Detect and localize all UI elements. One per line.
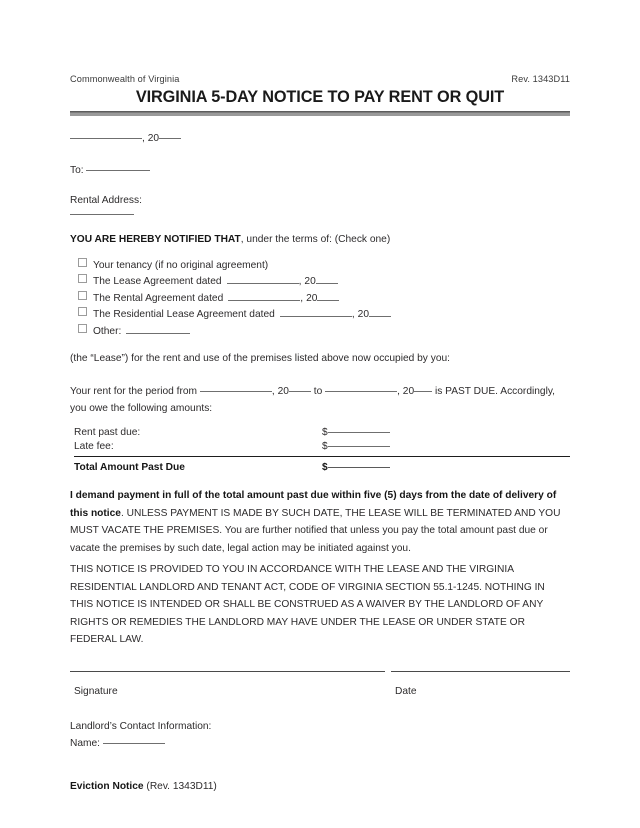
signature-label: Signature — [74, 686, 118, 697]
checkbox-label: The Residential Lease Agreement dated — [93, 309, 275, 321]
footer-title: Eviction Notice — [70, 781, 144, 792]
checkbox-row[interactable] — [78, 307, 570, 323]
checkbox-date-blank[interactable] — [227, 283, 299, 284]
title-divider — [70, 111, 570, 116]
recipient-line — [70, 162, 150, 179]
rental-address-label: Rental Address: — [70, 195, 142, 206]
checkbox-icon[interactable] — [78, 291, 87, 300]
currency-symbol: $ — [322, 461, 328, 473]
notified-rest: , under the terms of: (Check one) — [240, 234, 391, 245]
checkbox-row[interactable] — [78, 274, 570, 290]
checkbox-other-blank[interactable] — [126, 333, 190, 334]
rent-period-part2: to — [313, 386, 323, 397]
to-label: To: — [70, 165, 84, 176]
rent-period-part3: is PAST DUE. Accordingly, you owe the following amounts: — [70, 386, 556, 414]
checkbox-year-prefix: 20 — [357, 309, 369, 321]
currency-symbol: $ — [322, 427, 328, 438]
rent-past-due-blank[interactable] — [328, 432, 390, 433]
checkbox-date-blank[interactable] — [280, 316, 352, 317]
rent-past-due-label: Rent past due: — [74, 427, 141, 438]
landlord-name-line — [70, 735, 165, 752]
date-rule[interactable] — [391, 671, 570, 672]
date-line — [70, 130, 181, 147]
checkbox-icon[interactable] — [78, 258, 87, 267]
jurisdiction-label: Commonwealth of Virginia — [70, 74, 180, 84]
date-label: Date — [395, 686, 417, 697]
date-blank[interactable] — [70, 138, 142, 139]
footer-line — [70, 778, 217, 795]
late-fee-blank[interactable] — [328, 446, 390, 447]
date-year-blank[interactable] — [159, 138, 181, 139]
demand-bold-lead: I demand payment in full of the total amount past due within five (5) days from the date of delivery of this notice — [70, 490, 557, 519]
rent-year2-prefix: 20 — [402, 386, 415, 397]
checkbox-row[interactable] — [78, 258, 570, 274]
total-past-due-label: Total Amount Past Due — [74, 461, 185, 473]
rent-comma-1: , — [271, 386, 275, 397]
late-fee-value — [322, 440, 570, 454]
checkbox-date-blank[interactable] — [228, 300, 300, 301]
landlord-name-blank[interactable] — [103, 743, 165, 744]
rent-past-due-value — [322, 426, 570, 440]
date-comma: , — [142, 133, 145, 144]
date-year-prefix: 20 — [147, 133, 160, 144]
demand-paragraph — [70, 487, 570, 557]
lease-clause: (the “Lease”) for the rent and use of the premises listed above now occupied by you: — [70, 353, 450, 364]
checkbox-label: Your tenancy (if no original agreement) — [93, 260, 269, 271]
checkbox-icon[interactable] — [78, 307, 87, 316]
rent-from-blank[interactable] — [200, 391, 272, 392]
rental-address-blank[interactable] — [70, 214, 134, 215]
rent-comma-2: , — [397, 386, 400, 397]
rent-year1-prefix: 20 — [277, 386, 289, 397]
checkbox-comma: , — [351, 309, 355, 321]
checkbox-year-blank[interactable] — [317, 300, 339, 301]
checkbox-comma: , — [300, 292, 304, 304]
checkbox-year-prefix: 20 — [304, 276, 316, 288]
total-past-due-value — [322, 460, 570, 475]
checkbox-row[interactable] — [78, 291, 570, 307]
amounts-table — [74, 426, 570, 475]
rent-period-paragraph — [70, 383, 570, 417]
total-past-due-blank[interactable] — [328, 467, 390, 468]
checkbox-icon[interactable] — [78, 274, 87, 283]
rent-year2-blank[interactable] — [414, 391, 432, 392]
amounts-divider — [74, 456, 570, 457]
rent-to-blank[interactable] — [325, 391, 397, 392]
rent-period-part1: Your rent for the period from — [70, 386, 198, 397]
currency-symbol: $ — [322, 441, 328, 453]
table-row — [74, 440, 570, 454]
table-row-total — [74, 460, 570, 475]
agreement-checkbox-list — [78, 258, 570, 340]
landlord-name-label: Name: — [70, 738, 101, 749]
late-fee-label: Late fee: — [74, 441, 114, 453]
notified-line — [70, 231, 570, 248]
rent-year1-blank[interactable] — [289, 391, 311, 392]
signature-lines — [70, 671, 570, 672]
checkbox-year-blank[interactable] — [316, 283, 338, 284]
checkbox-label: Other: — [93, 325, 122, 337]
page-title: VIRGINIA 5-DAY NOTICE TO PAY RENT OR QUIT — [135, 88, 505, 106]
footer-revision: (Rev. 1343D11) — [143, 781, 217, 792]
checkbox-label: The Rental Agreement dated — [93, 292, 224, 304]
legal-notice-paragraph: THIS NOTICE IS PROVIDED TO YOU IN ACCORDANCE WITH THE LEASE AND THE VIRGINIA RESIDENTIAL LANDLORD AND TENANT ACT, CODE OF VIRGINIA SECTION 55.1-1245. NOTHING IN THIS NOTICE IS INTENDED OR SHALL BE CONSTRUED AS A WAIVER BY THE LANDLORD OF ANY RIGHTS OR REMEDIES THE LANDLORD MAY HAVE UNDER THE LEASE OR UNDER STATE OR FEDERAL LAW. — [70, 564, 545, 645]
table-row — [74, 426, 570, 440]
recipient-blank[interactable] — [86, 170, 150, 171]
checkbox-row[interactable] — [78, 324, 570, 340]
revision-code: Rev. 1343D11 — [511, 74, 570, 84]
document-header — [70, 74, 570, 84]
checkbox-year-prefix: 20 — [306, 292, 318, 304]
rental-address-blank-wrap — [70, 206, 134, 223]
checkbox-year-blank[interactable] — [369, 316, 391, 317]
landlord-contact-heading: Landlord’s Contact Information: — [70, 721, 212, 732]
checkbox-label: The Lease Agreement dated — [93, 276, 222, 288]
notified-bold-lead: YOU ARE HEREBY NOTIFIED THAT — [70, 234, 241, 245]
signature-rule[interactable] — [70, 671, 385, 672]
demand-rest: . UNLESS PAYMENT IS MADE BY SUCH DATE, THE LEASE WILL BE TERMINATED AND YOU MUST VACATE THE PREMISES. You are further notified that unless you pay the total amount past due or vacate the premises by such date, legal action may be initiated against you. — [70, 507, 561, 554]
checkbox-comma: , — [298, 276, 302, 288]
checkbox-icon[interactable] — [78, 324, 87, 333]
